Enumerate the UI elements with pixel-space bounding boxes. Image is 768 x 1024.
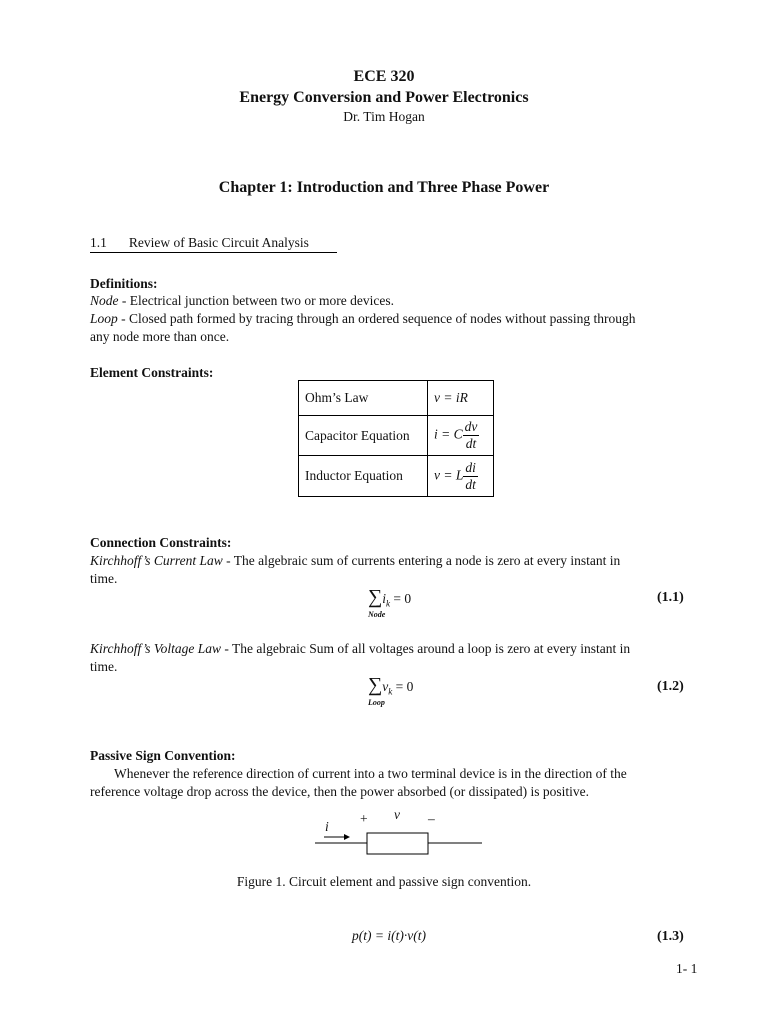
section-title: Review of Basic Circuit Analysis <box>128 235 309 250</box>
passive-sign-text-1: Whenever the reference direction of current into a two terminal device is in the direction of the <box>114 766 627 781</box>
summation-symbol: ∑ <box>368 674 383 696</box>
current-label: i <box>325 819 329 834</box>
equation-number-1-3: (1.3) <box>657 929 684 944</box>
table-cell-name: Inductor Equation <box>299 456 428 497</box>
voltage-label: v <box>394 807 400 822</box>
node-text: - Electrical junction between two or more devices. <box>118 293 395 308</box>
equation-lhs: i = C <box>434 426 463 442</box>
instructor-name: Dr. Tim Hogan <box>343 109 425 124</box>
plus-sign: + <box>360 811 368 826</box>
equation-number-1-2: (1.2) <box>657 679 684 694</box>
equation-lhs: v = L <box>434 467 464 483</box>
equation-subscript: k <box>388 686 393 697</box>
equation-number-1-1: (1.1) <box>657 590 684 605</box>
fraction-numerator: di <box>465 459 476 475</box>
table-cell-name: Ohm’s Law <box>299 381 428 416</box>
summation-under-node: Node <box>368 610 386 619</box>
element-constraints-table <box>298 380 494 497</box>
equation-kvl <box>368 676 413 697</box>
kvl-term: Kirchhoff’s Voltage Law <box>90 641 222 656</box>
summation-under-loop: Loop <box>368 698 385 707</box>
equation-rhs: = 0 <box>390 591 412 606</box>
fraction-denominator: dt <box>465 476 476 492</box>
current-arrow-head-icon <box>344 834 350 840</box>
course-title: Energy Conversion and Power Electronics <box>239 89 529 106</box>
kvl-statement <box>90 640 700 676</box>
section-heading <box>90 235 337 253</box>
equation-rhs: = 0 <box>392 679 414 694</box>
table-row <box>299 381 494 416</box>
loop-text-1: - Closed path formed by tracing through an ordered sequence of nodes without passing through <box>117 311 636 326</box>
summation-symbol: ∑ <box>368 586 383 608</box>
kcl-term: Kirchhoff’s Current Law <box>90 553 223 568</box>
table-cell-name: Capacitor Equation <box>299 416 428 456</box>
derivative-fraction <box>463 419 480 452</box>
section-number: 1.1 <box>90 235 107 250</box>
equation-subscript: k <box>386 598 391 609</box>
equation-power: p(t) = i(t)·v(t) <box>352 928 426 943</box>
kvl-text-1: - The algebraic Sum of all voltages around a loop is zero at every instant in <box>221 641 631 656</box>
circuit-figure <box>310 808 490 860</box>
kcl-text-1: - The algebraic sum of currents entering a node is zero at every instant in <box>222 553 621 568</box>
table-cell-equation <box>428 456 494 497</box>
equation-variable: i <box>382 591 387 606</box>
kcl-statement <box>90 552 700 588</box>
kvl-text-2: time. <box>90 659 118 674</box>
loop-definition <box>90 310 710 346</box>
fraction-numerator: dv <box>464 419 478 434</box>
passive-sign-text-2: reference voltage drop across the device, then the power absorbed (or dissipated) is positive. <box>90 784 589 799</box>
passive-sign-heading: Passive Sign Convention: <box>90 748 236 763</box>
loop-term: Loop <box>90 311 118 326</box>
course-number: ECE 320 <box>353 68 415 85</box>
loop-text-2: any node more than once. <box>90 329 230 344</box>
node-definition <box>90 292 700 310</box>
derivative-fraction <box>463 460 478 493</box>
circuit-diagram <box>310 808 490 860</box>
table-row <box>299 416 494 456</box>
connection-constraints-heading: Connection Constraints: <box>90 535 232 550</box>
node-term: Node <box>90 293 119 308</box>
page-number: 1- 1 <box>676 961 698 976</box>
minus-sign: – <box>428 811 435 826</box>
element-constraints-heading: Element Constraints: <box>90 365 214 380</box>
fraction-denominator: dt <box>465 436 477 451</box>
chapter-title: Chapter 1: Introduction and Three Phase Power <box>218 179 550 196</box>
equation-kcl <box>368 588 411 609</box>
table-cell-equation: v = iR <box>428 381 494 416</box>
table-cell-equation <box>428 416 494 456</box>
table-row <box>299 456 494 497</box>
equation-variable: v <box>382 679 389 694</box>
circuit-element <box>367 833 428 854</box>
passive-sign-paragraph <box>90 765 700 801</box>
kcl-text-2: time. <box>90 571 118 586</box>
figure-caption: Figure 1. Circuit element and passive sign convention. <box>236 874 532 889</box>
definitions-heading: Definitions: <box>90 276 158 291</box>
